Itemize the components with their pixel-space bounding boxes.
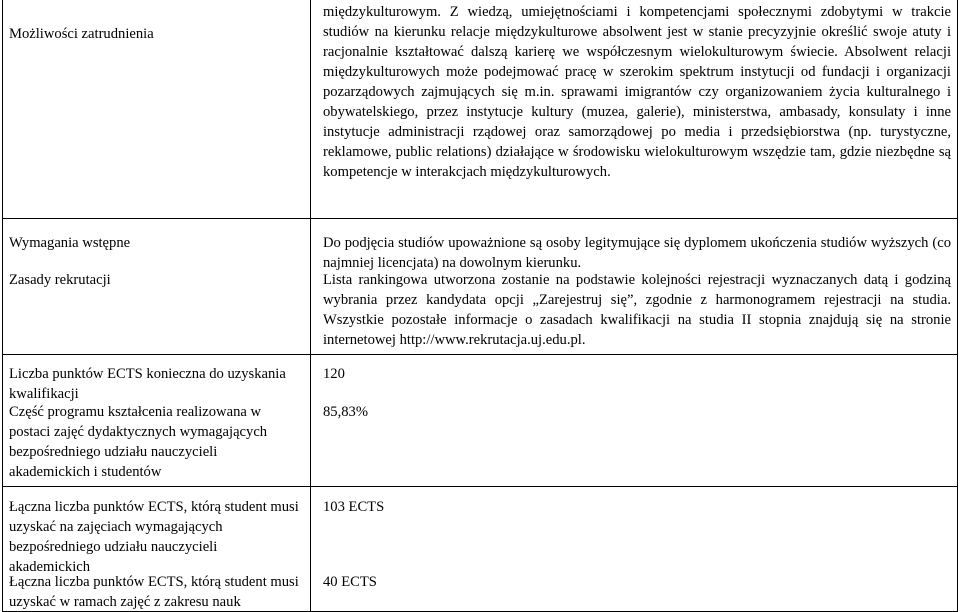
- row-divider: [2, 354, 958, 355]
- admission-label: Zasady rekrutacji: [9, 272, 111, 288]
- prerequisites-text: Do podjęcia studiów upoważnione są osoby legitymujące się dyplomem ukończenia studiów wyższych (co najmniej licencjata) na dowolnym kierunku.: [323, 235, 951, 271]
- table-border-right: [957, 0, 958, 612]
- ects-required-value: 120: [323, 366, 345, 382]
- table-column-divider: [310, 0, 311, 612]
- direct-share-value: 85,83%: [323, 404, 368, 420]
- ects-scope-label: Łączna liczba punktów ECTS, którą student musi uzyskać w ramach zajęć z zakresu nauk: [9, 574, 299, 610]
- employment-text: międzykulturowym. Z wiedzą, umiejętnościami i kompetencjami społecznymi zdobytymi w trakcie studiów na kierunku relacje międzykulturowe absolwent jest w stanie precyzyjnie określić swoje atuty i racjonalnie kształtować dalszą karierę we współczesnym wielokulturowym świecie. Absolwent relacji międzykulturowych może podejmować pracę w szerokim spektrum instytucji od fundacji i organizacji pozarządowych zajmujących się m.in. sprawami imigrantów czy organizowaniem życia kulturalnego i obywatelskiego, przez instytucje kultury (muzea, galerie), ministerstwa, ambasady, konsulaty i inne instytucje administracji rządowej oraz samorządowej po media i przedsiębiorstwa (np. turystyczne, reklamowe, public relations) działające w środowisku wielokulturowym wszędzie tam, gdzie niezbędne są kompetencje w interakcjach międzykulturowych.: [323, 4, 951, 180]
- row-divider: [2, 486, 958, 487]
- ects-direct-value: 103 ECTS: [323, 499, 385, 515]
- prerequisites-label: Wymagania wstępne: [9, 235, 131, 251]
- admission-text: Lista rankingowa utworzona zostanie na podstawie kolejności rejestracji wyznaczanych datą i godziną wybrania przez kandydata opcji „Zarejestruj się”, zgodnie z harmonogramem rejestracji na studia. Wszystkie pozostałe informacje o zasadach kwalifikacji na studia II stopnia znajdują się na stronie internetowej http://www.rekrutacja.uj.edu.pl.: [323, 272, 951, 348]
- ects-direct-label: Łączna liczba punktów ECTS, którą student musi uzyskać na zajęciach wymagających bezpośredniego udziału nauczycieli akademickich: [9, 499, 299, 575]
- ects-scope-value: 40 ECTS: [323, 574, 377, 590]
- ects-required-label: Liczba punktów ECTS konieczna do uzyskania kwalifikacji: [9, 366, 286, 402]
- employment-label: Możliwości zatrudnienia: [9, 26, 154, 42]
- direct-share-label: Część programu kształcenia realizowana w postaci zajęć dydaktycznych wymagających bezpośredniego udziału nauczycieli akademickich i studentów: [9, 404, 268, 480]
- table-border-left: [2, 0, 3, 612]
- row-divider: [2, 218, 958, 219]
